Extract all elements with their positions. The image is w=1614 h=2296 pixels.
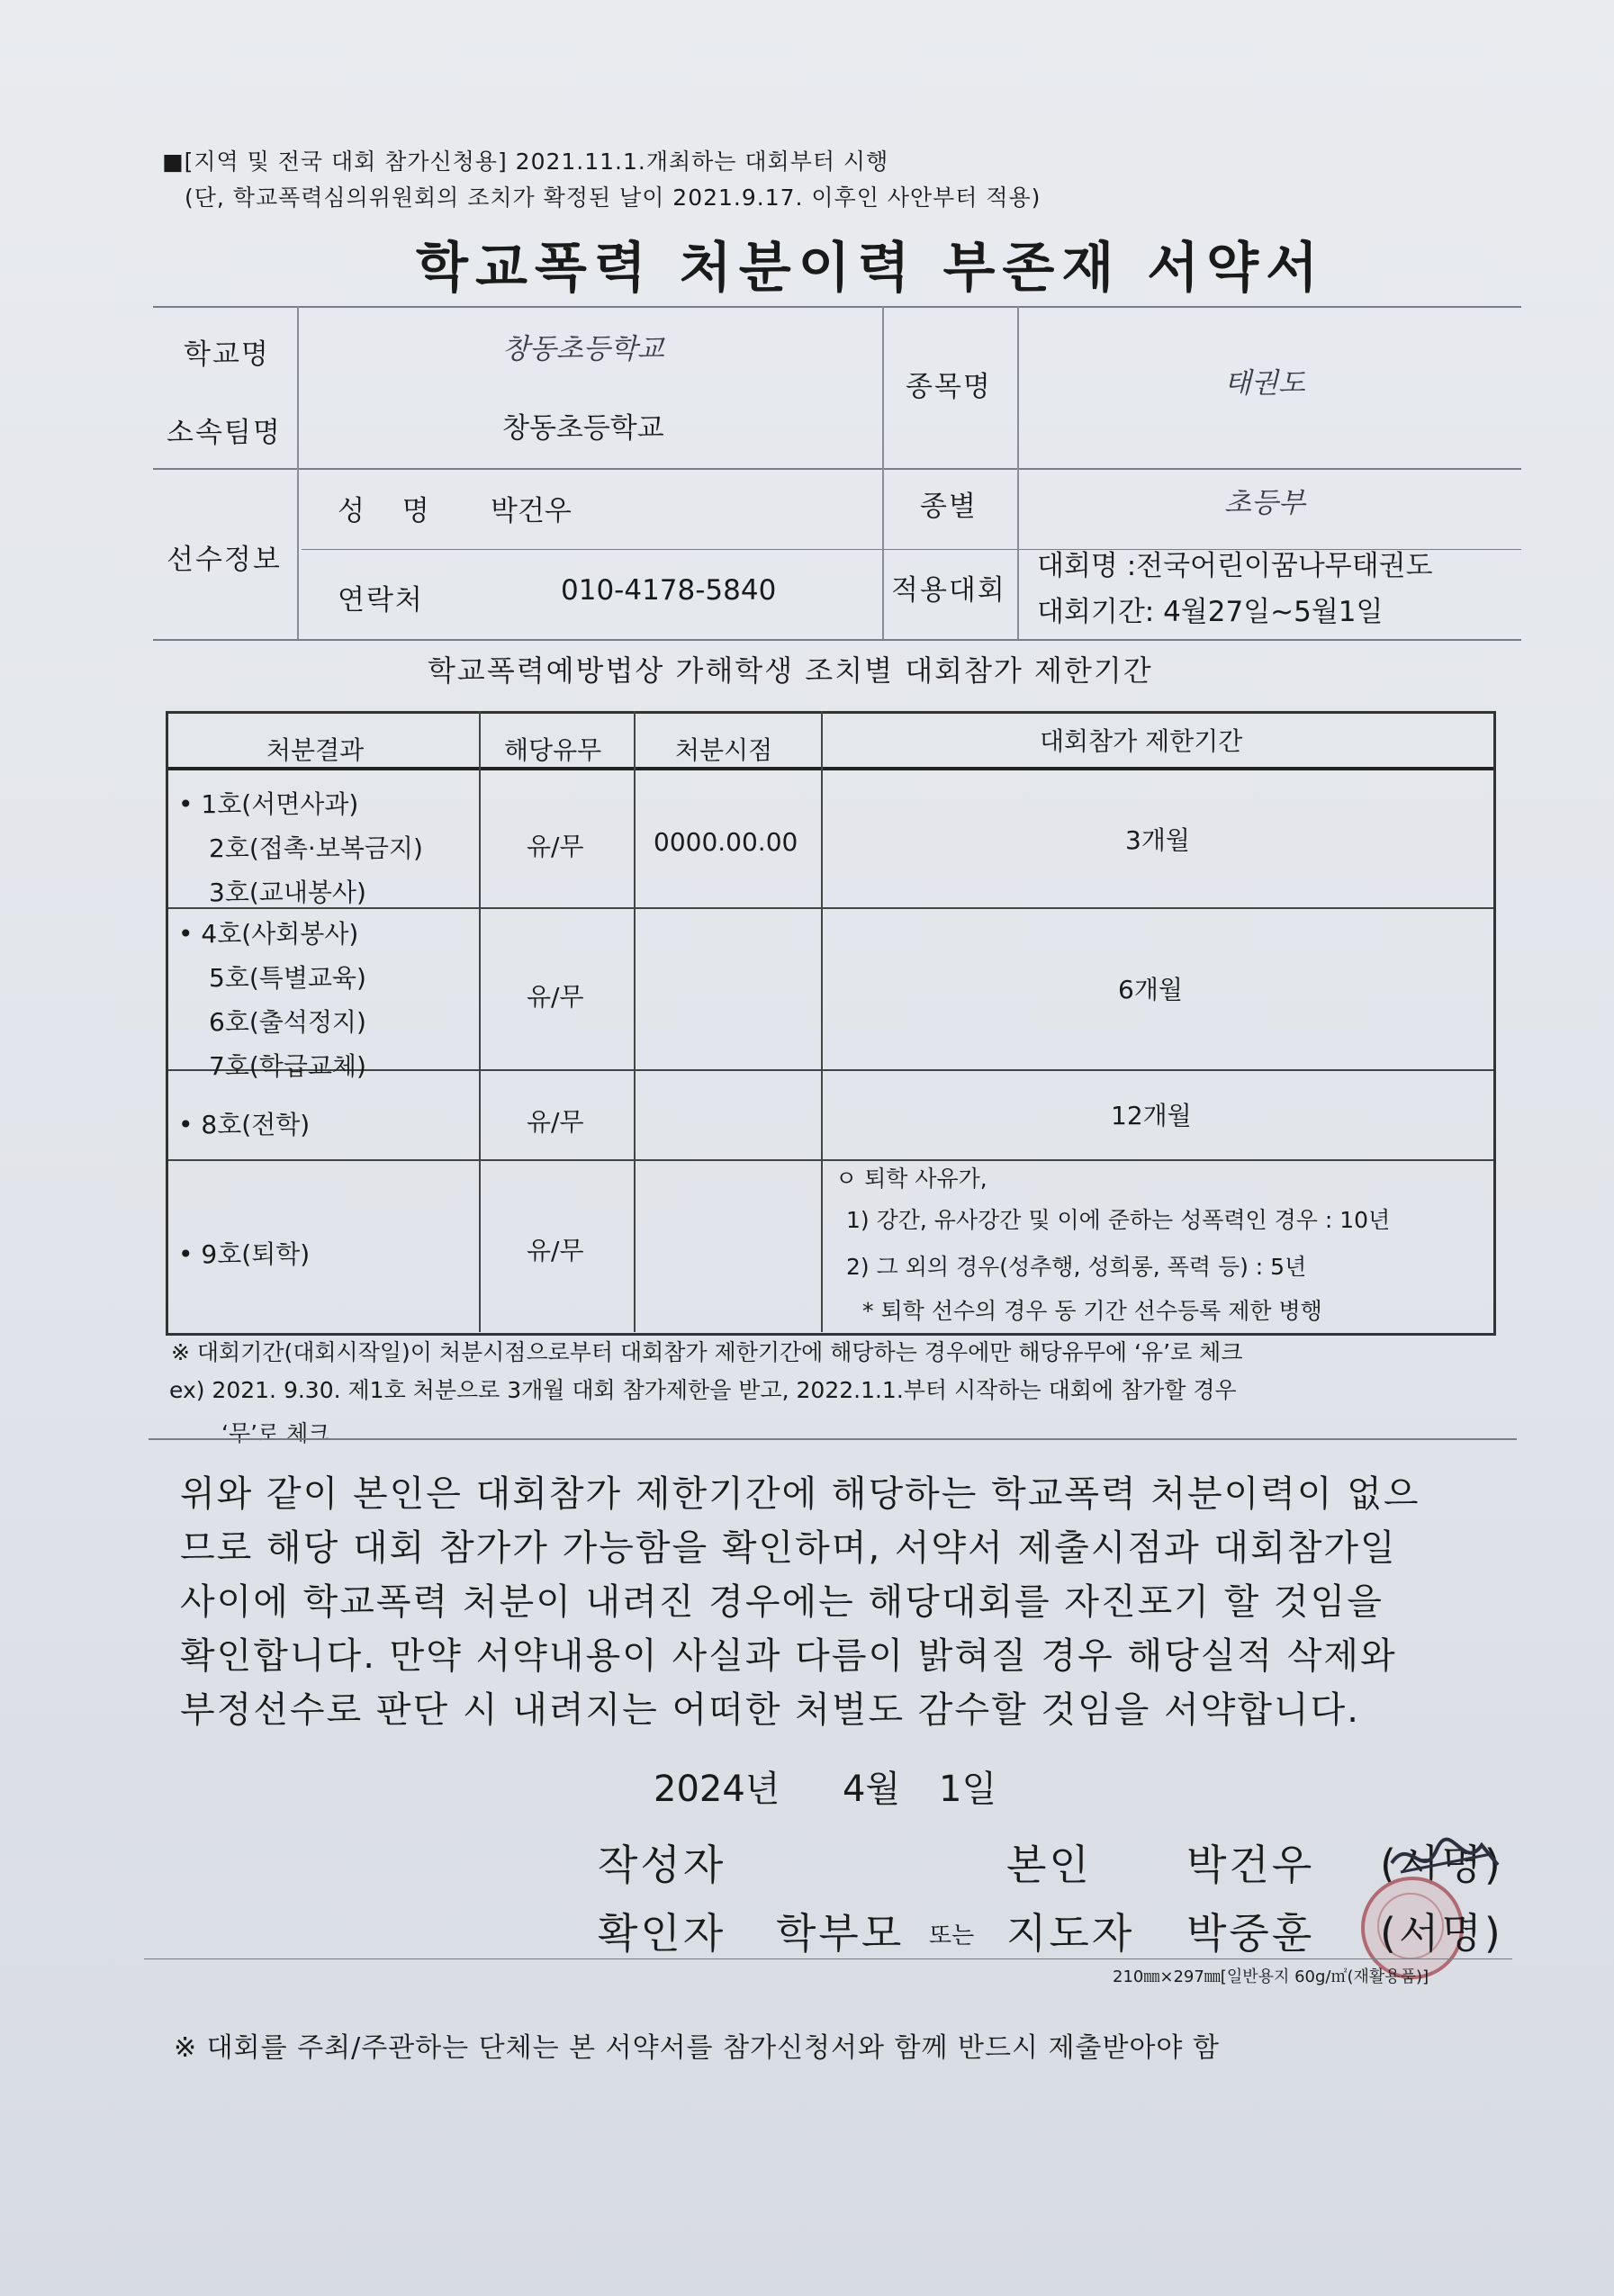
note-line-1: ※ 대회기간(대회시작일)이 처분시점으로부터 대회참가 제한기간에 해당하는 경우에만 해당유무에 ‘유’로 체크 [171, 1339, 1243, 1365]
divider [144, 1958, 1512, 1959]
team-label: 소속팀명 [167, 417, 282, 449]
date-month: 4월 [843, 1769, 901, 1810]
table-cell: 6개월 [1118, 975, 1183, 1004]
writer-label: 작성자 [598, 1841, 726, 1889]
table-cell: 2) 그 외의 경우(성추행, 성희롱, 폭력 등) : 5년 [846, 1254, 1307, 1280]
school-label: 학교명 [184, 338, 270, 371]
table-cell: 0000.00.00 [654, 827, 798, 857]
table-cell: 유/무 [527, 982, 584, 1012]
divider [153, 468, 1521, 470]
header-line-2: (단, 학교폭력심의위원회의 조치가 확정된 날이 2021.9.17. 이후인 사안부터 적용) [185, 185, 1041, 211]
table-cell: 유/무 [527, 1107, 584, 1137]
competition-period: 대회기간: 4월27일~5월1일 [1037, 596, 1384, 628]
table-header: 처분시점 [675, 735, 773, 765]
pledge-line: 위와 같이 본인은 대회참가 제한기간에 해당하는 학교폭력 처분이력이 없으 [180, 1473, 1420, 1515]
table-col-border [479, 711, 481, 1332]
table-header-border [168, 767, 1493, 770]
pledge-line: 므로 해당 대회 참가가 가능함을 확인하며, 서약서 제출시점과 대회참가일 [180, 1527, 1397, 1569]
date-day: 1일 [939, 1769, 997, 1810]
divider [153, 306, 1521, 308]
self-label: 본인 [1006, 1841, 1092, 1889]
table-col-border [634, 711, 636, 1332]
divider [882, 306, 884, 639]
team-value: 창동초등학교 [502, 412, 664, 445]
event-value: 태권도 [1224, 367, 1305, 400]
event-label: 종목명 [906, 371, 992, 403]
paper-spec: 210㎜×297㎜[일반용지 60g/㎡(재활용품)] [1113, 1967, 1429, 1986]
table-header: 해당유무 [504, 735, 602, 765]
date-year: 2024년 [654, 1769, 780, 1810]
division-value: 초등부 [1224, 487, 1305, 519]
coach-name: 박중훈 [1186, 1909, 1315, 1958]
table-row-border [168, 1069, 1493, 1071]
name-label: 성 명 [338, 495, 431, 527]
table-cell: 유/무 [527, 1236, 584, 1265]
table-row-border [168, 907, 1493, 909]
self-name: 박건우 [1186, 1841, 1315, 1889]
division-label: 종별 [920, 491, 978, 523]
table-row-border [168, 1159, 1493, 1161]
note-line-2: ex) 2021. 9.30. 제1호 처분으로 3개월 대회 참가제한을 받고, 2022.1.1.부터 시작하는 대회에 참가할 경우 [169, 1377, 1237, 1403]
table-cell: ㅇ 퇴학 사유가, [835, 1166, 987, 1192]
table-cell: 1) 강간, 유사강간 및 이에 준하는 성폭력인 경우 : 10년 [846, 1207, 1391, 1233]
divider [297, 306, 299, 639]
sign-mark: (서명) [1380, 1841, 1503, 1889]
table-cell: 2호(접촉·보복금지) [209, 833, 423, 863]
confirmer-label: 확인자 [598, 1909, 726, 1958]
table-cell: • 4호(사회봉사) [178, 919, 359, 949]
sign-mark-2: (서명) [1380, 1909, 1503, 1958]
table-cell: 5호(특별교육) [209, 963, 366, 993]
table-cell: 3개월 [1125, 825, 1190, 855]
table-cell: • 8호(전학) [178, 1110, 311, 1139]
competition-name: 대회명 :전국어린이꿈나무태권도 [1037, 550, 1433, 582]
note-line-3: ‘무’로 체크 [221, 1420, 330, 1446]
contact-value: 010-4178-5840 [561, 574, 777, 607]
school-value: 창동초등학교 [502, 333, 664, 365]
divider [149, 1438, 1517, 1440]
table-cell: 7호(학급교체) [209, 1051, 366, 1081]
table-cell: • 1호(서면사과) [178, 789, 359, 819]
or-label: 또는 [929, 1922, 975, 1949]
table-cell: 12개월 [1111, 1101, 1192, 1130]
table-col-border [821, 711, 823, 1332]
table-cell: • 9호(퇴학) [178, 1239, 311, 1269]
section-title: 학교폭력예방법상 가해학생 조치별 대회참가 제한기간 [428, 653, 1153, 688]
table-cell: 3호(교내봉사) [209, 878, 366, 907]
header-line-1: ■[지역 및 전국 대회 참가신청용] 2021.11.1.개최하는 대회부터 시행 [162, 149, 889, 175]
table-cell: 6호(출석정지) [209, 1007, 366, 1037]
document-title: 학교폭력 처분이력 부존재 서약서 [416, 237, 1326, 300]
competition-label: 적용대회 [891, 574, 1006, 607]
table-header: 처분결과 [266, 735, 365, 765]
table-header: 대회참가 제한기간 [1040, 726, 1243, 756]
divider [1017, 306, 1019, 639]
contact-label: 연락처 [338, 584, 424, 617]
player-info-label: 선수정보 [167, 544, 282, 576]
name-value: 박건우 [491, 495, 572, 527]
pledge-line: 부정선수로 판단 시 내려지는 어떠한 처벌도 감수할 것임을 서약합니다. [180, 1689, 1360, 1731]
pledge-line: 사이에 학교폭력 처분이 내려진 경우에는 해당대회를 자진포기 할 것임을 [180, 1581, 1384, 1623]
coach-label: 지도자 [1006, 1909, 1135, 1958]
table-cell: * 퇴학 선수의 경우 동 기간 선수등록 제한 병행 [862, 1298, 1322, 1324]
table-cell: 유/무 [527, 832, 584, 861]
footer-note: ※ 대회를 주최/주관하는 단체는 본 서약서를 참가신청서와 함께 반드시 제출받아야 함 [174, 2032, 1220, 2064]
pledge-line: 확인합니다. 만약 서약내용이 사실과 다름이 밝혀질 경우 해당실적 삭제와 [180, 1635, 1397, 1677]
parent-label: 학부모 [776, 1909, 905, 1958]
divider [153, 639, 1521, 641]
